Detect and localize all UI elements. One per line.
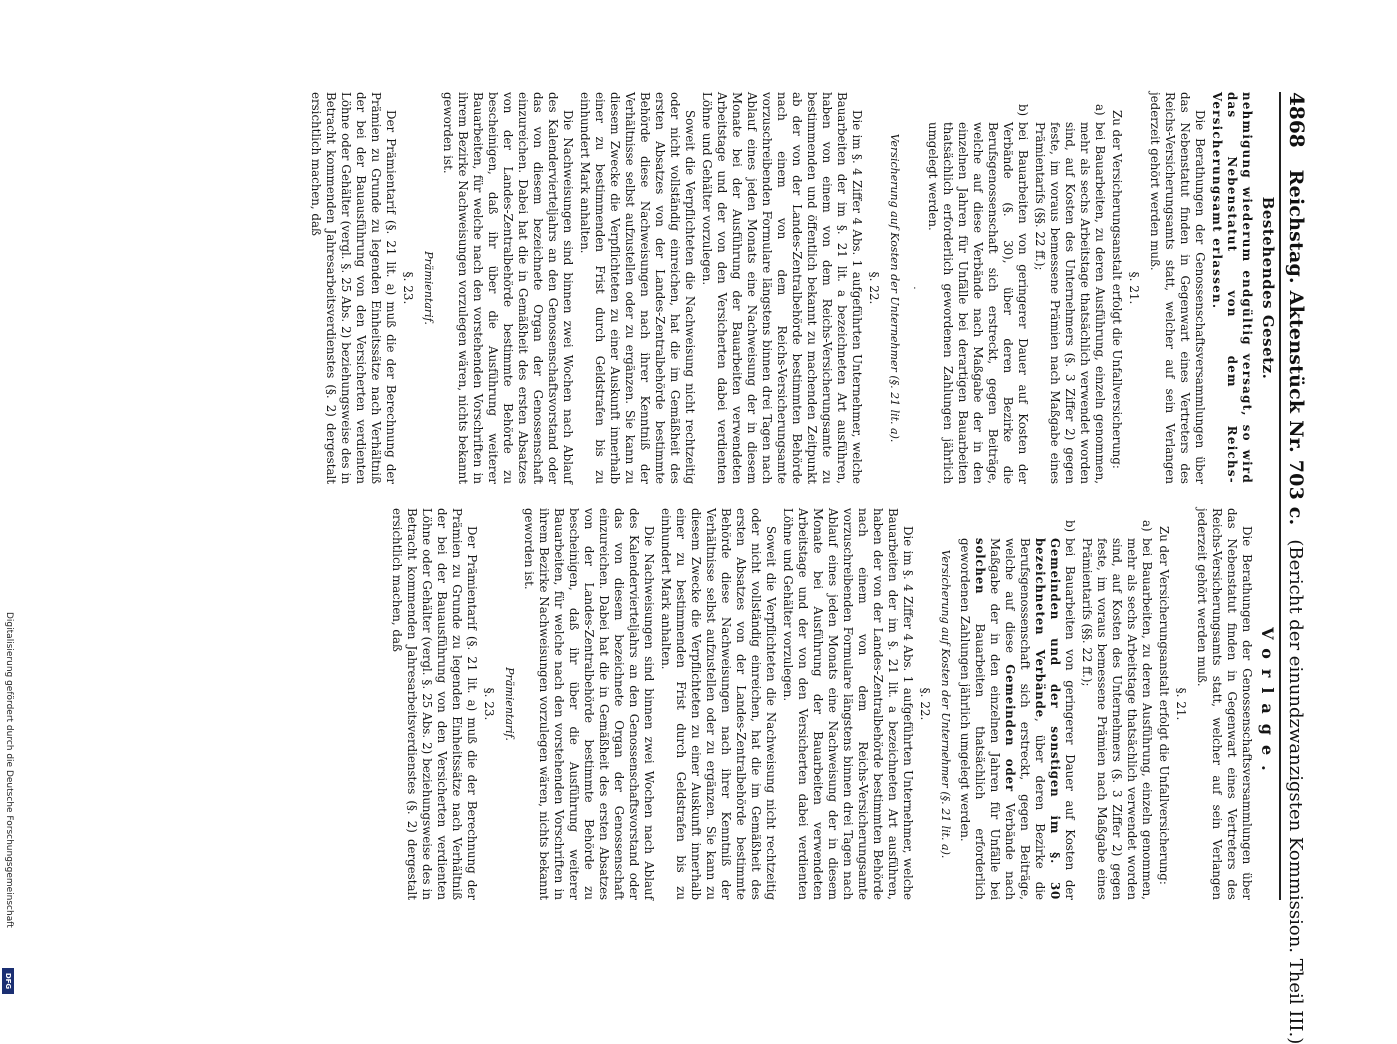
- list-item: [1079, 508, 1154, 900]
- item-text: bei Bauarbeiten von geringerer Dauer auf Kosten der Verbände (§. 30), über deren Bezirke die Berufsgenossenschaft sich erstreckt, gegen Beiträge, welche auf diese Verbände nach Maßgabe der in den einzelnen Jahren für Unfälle bei derartigen Bauarbeiten thatsächlich erforderlich gewordenen Zahlungen jährlich umgelegt werden.: [926, 122, 1030, 484]
- item-text: bei Bauarbeiten, zu deren Ausführung, einzeln genommen, mehr als sechs Arbeitstage thatsächlich verwendet worden sind, auf Kosten des Unternehmers (§. 3 Ziffer 2) gegen feste, im voraus bemessene Prämien nach Maßgabe eines Prämientarifs (§§. 22 ff.);: [1033, 122, 1107, 484]
- section-title: §. 21.: [1174, 687, 1188, 721]
- column-heading: Vorlage.: [1258, 627, 1277, 781]
- column-existing-law: [306, 92, 1277, 484]
- page-number: 4868: [1285, 92, 1309, 148]
- section-title: §. 21.: [1127, 271, 1141, 305]
- item-text-part: Verbände nach Maßgabe der in den einzelnen Jahren für Unfälle bei: [988, 538, 1017, 901]
- section-heading: Versicherung auf Kosten der Unternehmer (§. 21 lit. a).: [939, 549, 952, 859]
- dfg-logo-icon: [2, 968, 14, 994]
- column-heading: Bestehendes Gesetz.: [1259, 196, 1277, 380]
- item-marker: b): [1063, 520, 1077, 533]
- section-title: §. 23.: [401, 271, 415, 305]
- page-header: [1279, 92, 1309, 1044]
- paragraph: Die im §. 4 Ziffer 4 Abs. 1 aufgeführten Unternehmer, welche Bauarbeiten der im §. 21 lit. a bezeichneten Art ausführen, haben der von der Landes-Zentralbehörde bestimmten Behörde nach einem von dem Reichs-Versicherungsamte vorzuschreibenden Formulare längstens binnen drei Tagen nach Ablauf eines jeden Monats eine Nachweisung der in diesem Monate bei Ausführung der Bauarbeiten verwendeten Arbeitstage und der von den Versicherten dabei verdienten Löhne und Gehälter vorzulegen.: [781, 508, 915, 900]
- header-title: Reichstag. Aktenstück Nr. 703 c.: [1285, 169, 1307, 526]
- item-text: bei Bauarbeiten, zu deren Ausführung, einzeln genommen, mehr als sechs Arbeitstage thatsächlich verwendet worden sind, auf Kosten des Unternehmers (§. 3 Ziffer 2) gegen feste, im voraus bemessene Prämien nach Maßgabe eines Prämientarifs (§§. 22 ff.);: [1080, 538, 1154, 900]
- logo-text: DFG: [4, 972, 12, 990]
- item-marker: a): [1093, 104, 1107, 116]
- list-item: [925, 92, 1030, 484]
- item-text-emphasis: Gemeinden und der sonstigen im §. 30 bezeichneten Verbände: [1033, 538, 1062, 900]
- paragraph: Soweit die Verpflichteten die Nachweisung nicht rechtzeitig oder nicht vollständig einreichen, hat die im Gemäßheit des ersten Absatzes von der Landes-Zentralbehörde bestimmte Behörde diese Nachweisungen nach ihrer Kenntniß der Verhältnisse selbst aufzustellen oder zu ergänzen. Sie kann zu diesem Zwecke die Verpflichteten zu einer Auskunft innerhalb einer zu bestimmenden Frist durch Geldstrafen bis zu einhundert Mark anhalten.: [659, 508, 778, 900]
- paragraph: Der Prämientarif (§. 21 lit. a) muß die der Berechnung der Prämien zu Grunde zu legenden Einheitssätze nach Verhältniß der bei der Bauausführung von den Versicherten verdienten Löhne oder Gehälter (vergl. §. 25 Abs. 2) beziehungsweise des in Betracht kommenden Jahresarbeitsverdienstes (§. 2) dergestalt ersichtlich machen, daß: [309, 92, 398, 484]
- column-proposal: [387, 508, 1277, 900]
- section-title: §. 22.: [918, 687, 932, 721]
- paragraph: Die Nachweisungen sind binnen zwei Wochen nach Ablauf des Kalendervierteljahrs an den Genossenschaftsvorstand oder das von diesem bezeichnete Organ der Genossenschaft einzureichen. Dabei hat die in Gemäßheit des ersten Absatzes von der Landes-Zentralbehörde bestimmte Behörde zu bescheinigen, daß ihr über die Ausführung weiterer Bauarbeiten, für welche nach den vorstehenden Vorschriften in ihrem Bezirke Nachweisungen vorzulegen wären, nichts bekannt geworden ist.: [522, 508, 656, 900]
- paragraph: Die Berathungen der Genossenschaftsversammlungen über das Nebenstatut finden in Gegenwart eines Vertreters des Reichs-Versicherungsamts statt, welcher auf sein Verlangen jederzeit gehört werden muß.: [1195, 508, 1254, 900]
- section-heading: Versicherung auf Kosten der Unternehmer (§. 21 lit. a).: [888, 133, 901, 443]
- paragraph: Die im §. 4 Ziffer 4 Abs. 1 aufgeführten Unternehmer, welche Bauarbeiten der im §. 21 lit. a bezeichneten Art ausführen, haben von einem von dem Reichs-Versicherungsamte zu bestimmenden und öffentlich bekannt zu machenden Zeitpunkt ab der von der Landes-Zentralbehörde bestimmten Behörde nach einem von dem Reichs-Versicherungsamte vorzuschreibenden Formulare längstens binnen drei Tagen nach Ablauf eines jeden Monats eine Nachweisung der in diesem Monate bei der Ausführung der Bauarbeiten verwendeten Arbeitstage und der von den Versicherten dabei verdienten Löhne und Gehälter vorzulegen.: [700, 92, 864, 484]
- section-heading: Prämientarif.: [503, 667, 516, 741]
- item-text-part: , über deren Bezirke die Berufsgenossenschaft sich erstreckt, gegen Beiträge, welche auf diese: [1003, 538, 1047, 900]
- section-heading: Prämientarif.: [422, 251, 435, 325]
- item-text-emphasis: solchen: [973, 538, 987, 595]
- paragraph: Die Berathungen der Genossenschaftsversammlungen über das Nebenstatut finden in Gegenwart eines Vertreters des Reichs-Versicherungsamts statt, welcher auf sein Verlangen jederzeit gehört werden muß.: [1148, 92, 1207, 484]
- item-text-part: Bauarbeiten thatsächlich erforderlich gewordenen Zahlungen jährlich umgelegt werden.: [958, 538, 987, 901]
- paragraph: Der Prämientarif (§. 21 lit. a) muß die der Berechnung der Prämien zu Grunde zu legenden Einheitssätze nach Verhältniß der bei der Bauausführung von den Versicherten verdienten Löhne oder Gehälter (vergl. §. 25 Abs. 2) beziehungsweise des in Betracht kommenden Jahresarbeitsverdienstes (§. 2) dergestalt ersichtlich machen, daß: [390, 508, 479, 900]
- list-item: [1032, 92, 1107, 484]
- credit-text: Digitalisierung gefördert durch die Deutsche Forschungsgemeinschaft: [4, 612, 14, 928]
- item-text-part: bei Bauarbeiten von geringerer Dauer auf Kosten der: [1063, 538, 1077, 900]
- paragraph: Die Nachweisungen sind binnen zwei Wochen nach Ablauf des Kalendervierteljahrs an den Genossenschaftsvorstand oder das von diesem bezeichnete Organ der Genossenschaft einzureichen. Dabei hat die in Gemäßheit des ersten Absatzes von der Landes-Zentralbehörde bestimmte Behörde zu bescheinigen, daß ihr über die Ausführung weiterer Bauarbeiten, für welche nach den vorstehenden Vorschriften in ihrem Bezirke Nachweisungen vorzulegen wären, nichts bekannt geworden ist.: [441, 92, 575, 484]
- header-rule: [1279, 92, 1281, 900]
- paragraph: Soweit die Verpflichteten die Nachweisung nicht rechtzeitig oder nicht vollständig einreichen, hat die im Gemäßheit des ersten Absatzes von der Landes-Zentralbehörde bestimmte Behörde diese Nachweisungen nach ihrer Kenntniß der Verhältnisse selbst aufzustellen oder zu ergänzen. Sie kann zu diesem Zwecke die Verpflichteten zu einer Auskunft innerhalb einer zu bestimmenden Frist durch Geldstrafen bis zu einhundert Mark anhalten.: [578, 92, 697, 484]
- paragraph: nehmigung wiederum endgültig versagt, so wird das Nebenstatut von dem Reichs-Versicherungsamt erlassen.: [1210, 92, 1254, 484]
- section-title: §. 23.: [482, 687, 496, 721]
- paragraph: Zu der Versicherungsanstalt erfolgt die Unfallversicherung:: [1157, 526, 1171, 885]
- item-marker: a): [1140, 520, 1154, 532]
- header-subtitle: (Bericht der einundzwanzigsten Kommission. Theil III.): [1285, 539, 1306, 1044]
- item-marker: b): [1016, 104, 1030, 117]
- list-item: [957, 508, 1077, 900]
- item-text-emphasis: Gemeinden oder: [1003, 664, 1017, 792]
- digitization-credit: [2, 612, 14, 996]
- section-title: §. 22.: [867, 271, 881, 305]
- paragraph: Zu der Versicherungsanstalt erfolgt die Unfallversicherung:: [1110, 110, 1124, 469]
- ornament: ·: [908, 286, 919, 290]
